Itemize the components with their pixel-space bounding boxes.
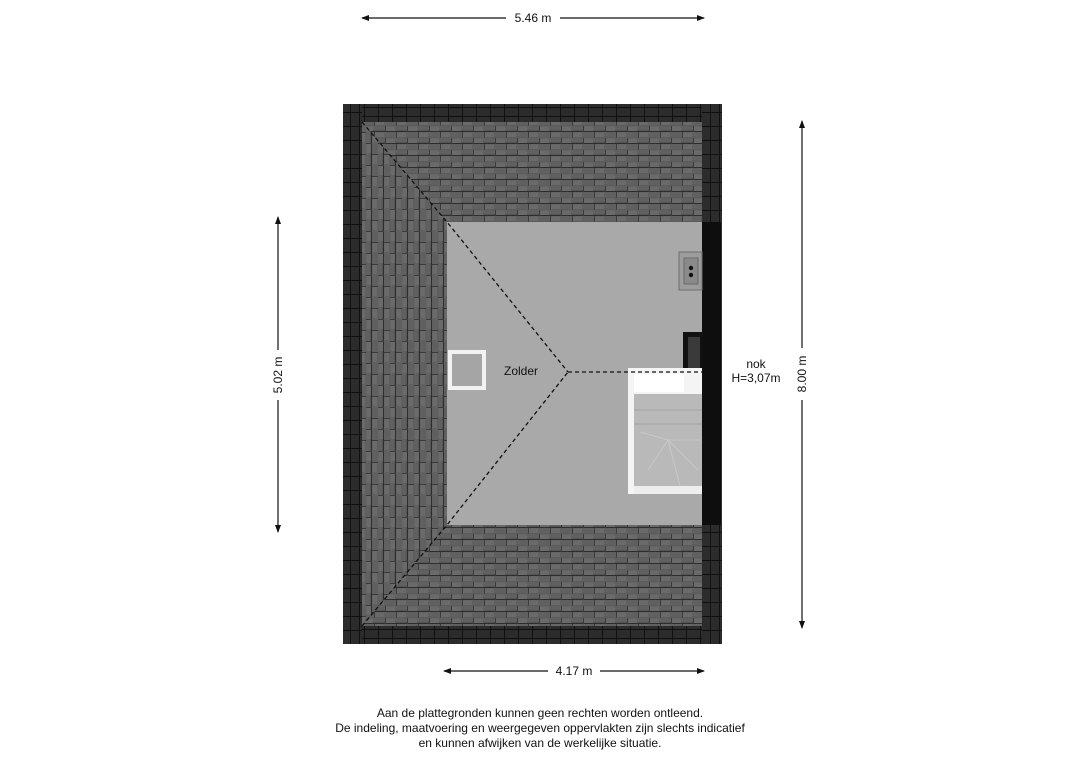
disclaimer-line-2: De indeling, maatvoering en weergegeven oppervlakten zijn slechts indicatief <box>335 721 745 735</box>
installation-box <box>679 252 702 290</box>
ridge-height-label: H=3,07m <box>731 371 781 385</box>
skylight <box>448 350 486 390</box>
disclaimer-line-3: en kunnen afwijken van de werkelijke situatie. <box>418 736 662 750</box>
roof-edge-right-bottom <box>702 525 722 644</box>
dimension-bottom-width-label: 4.17 m <box>555 664 593 678</box>
stairs <box>628 368 702 494</box>
roof-edge-left <box>343 104 362 644</box>
roof-edge-top <box>343 104 722 122</box>
dimension-left-height-label: 5.02 m <box>271 356 285 394</box>
dimension-left-height <box>271 217 285 532</box>
dimension-right-height-label: 8.00 m <box>795 355 809 393</box>
room-label-attic: Zolder <box>503 364 539 378</box>
dimension-bottom-width <box>444 664 704 678</box>
roof-edge-right-top <box>702 104 722 222</box>
disclaimer-line-1: Aan de plattegronden kunnen geen rechten worden ontleend. <box>376 706 704 720</box>
dimension-top-width <box>362 11 704 25</box>
disclaimer <box>240 706 840 751</box>
roof-edge-bottom <box>343 626 722 644</box>
gable-wall <box>702 222 721 525</box>
dimension-top-width-label: 5.46 m <box>514 11 552 25</box>
dimension-right-height <box>795 121 809 628</box>
ridge-label: nok <box>746 357 766 371</box>
